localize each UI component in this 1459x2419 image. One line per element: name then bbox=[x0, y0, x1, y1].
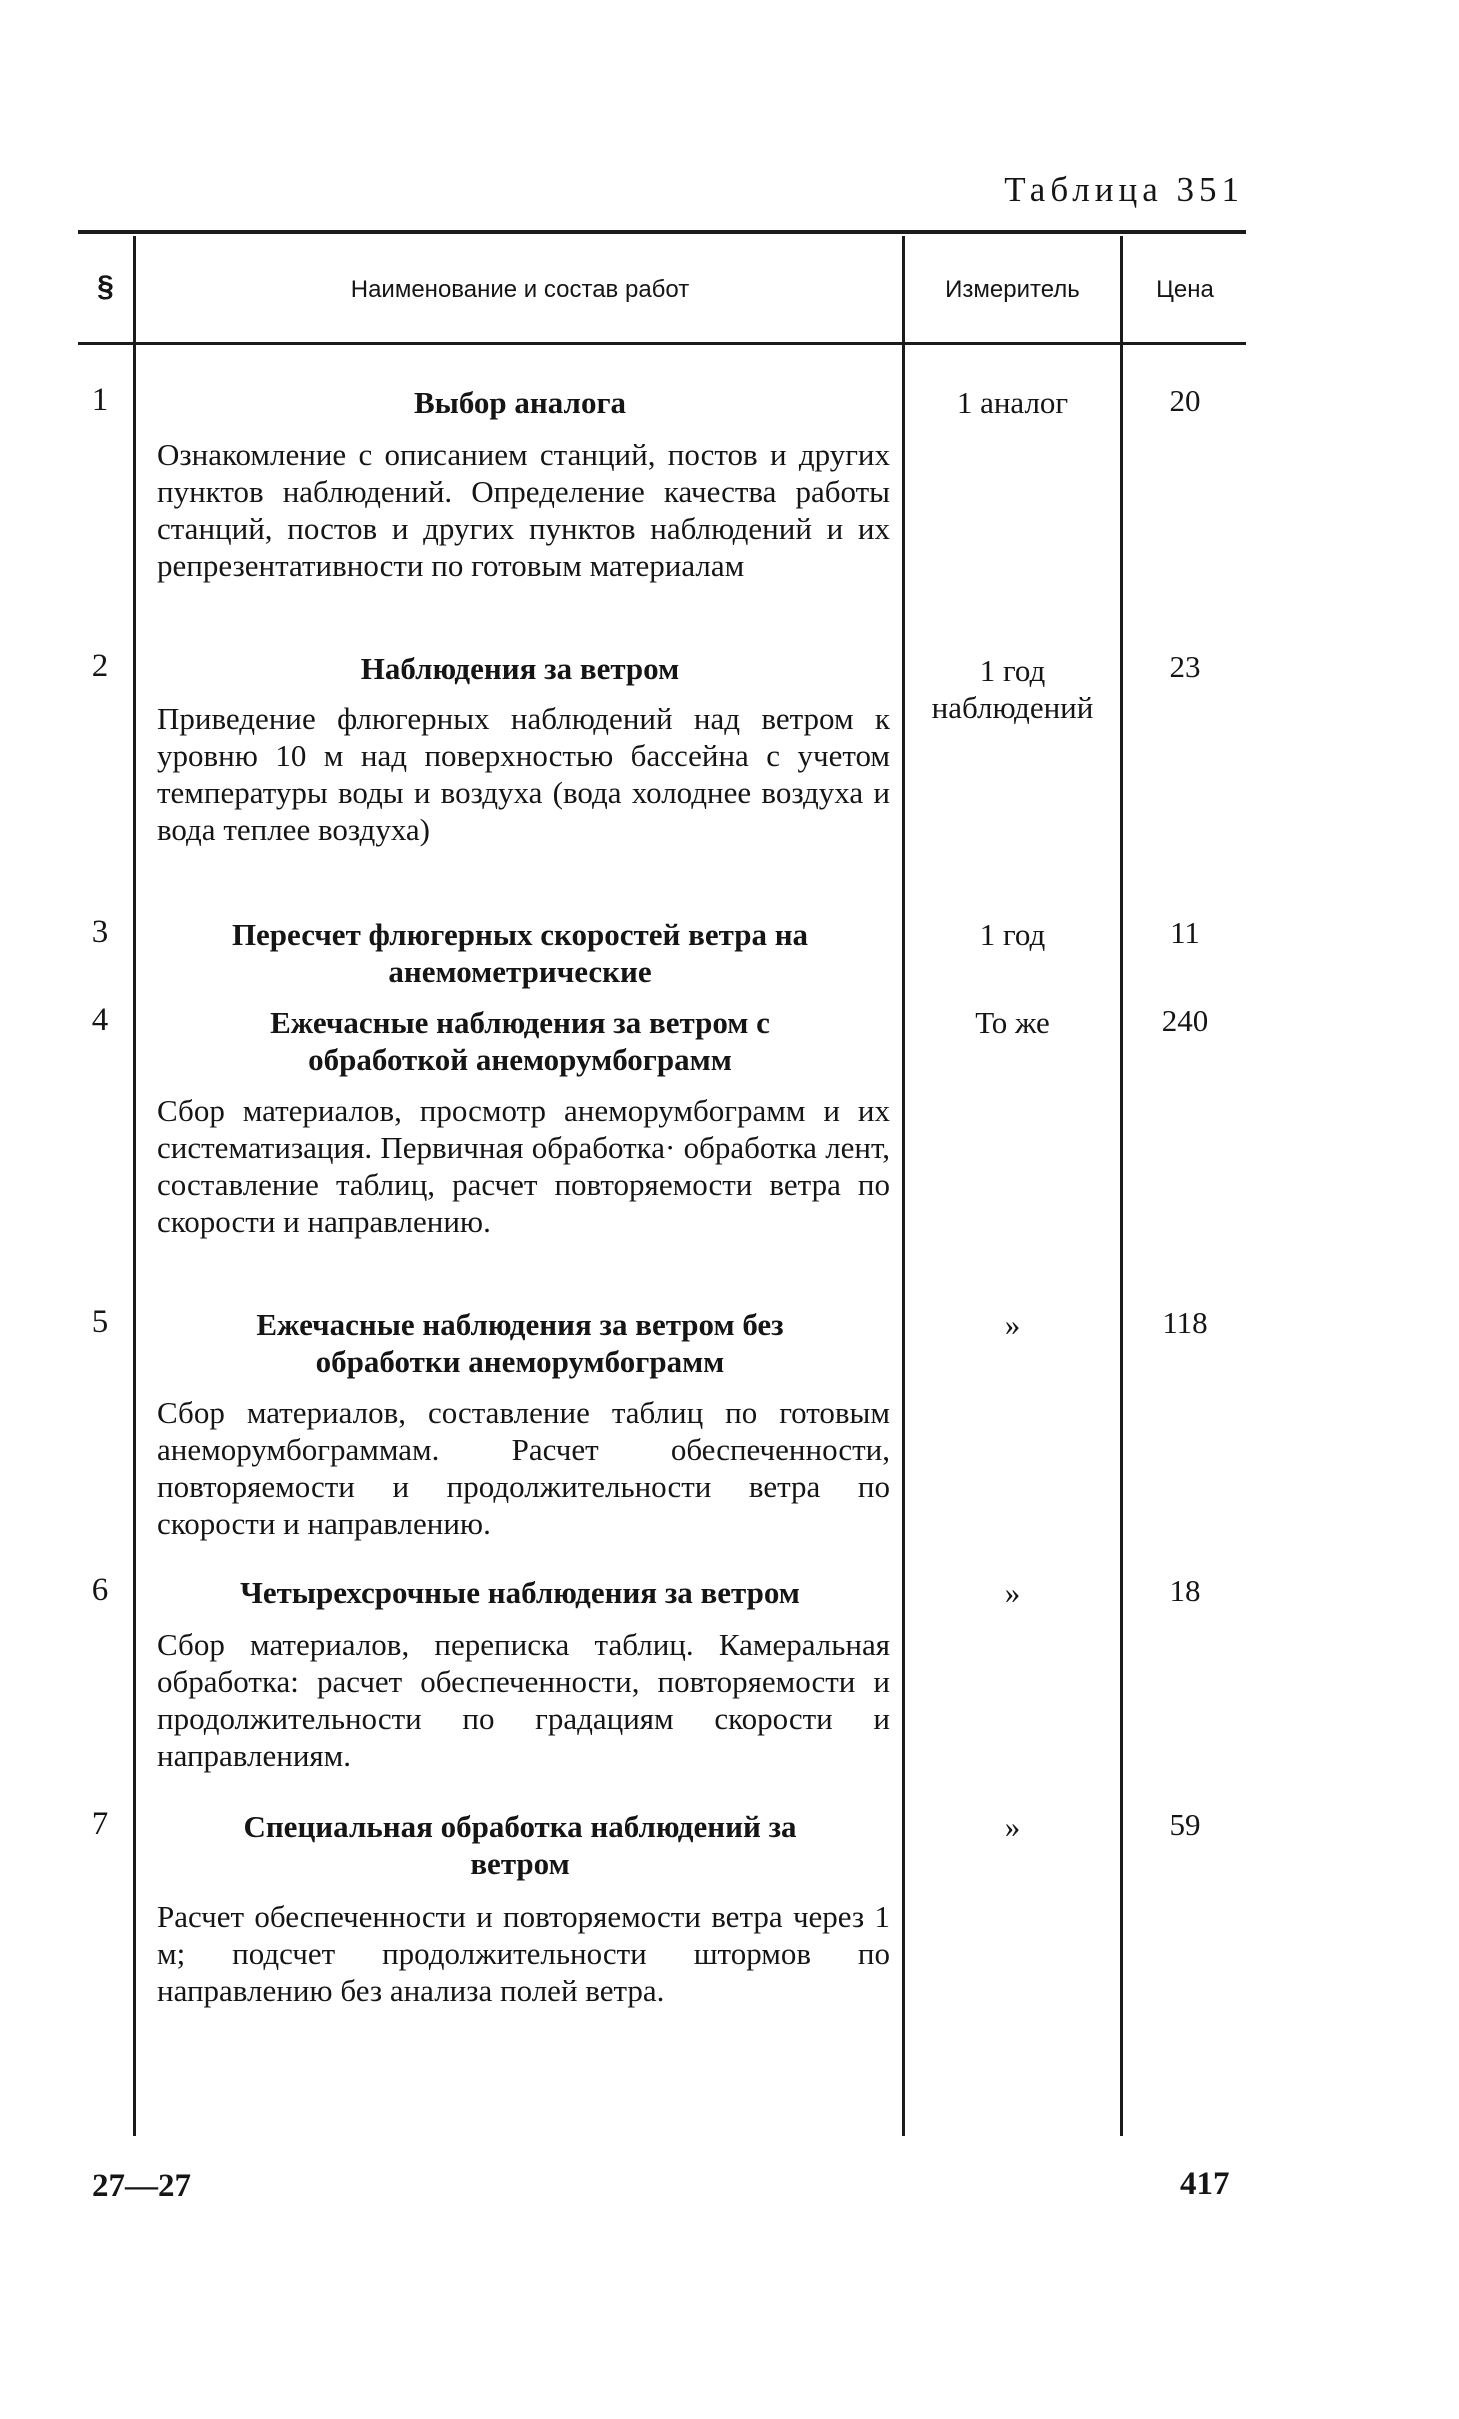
row-number: 6 bbox=[91, 1572, 109, 1608]
row-description: Приведение флюгерных наблюдений над ветром к уровню 10 м над поверхностью бассейна с учетом температуры воды и воздуха (вода холоднее воздуха и вода теплее воздуха) bbox=[157, 701, 890, 847]
row-price: 11 bbox=[1170, 915, 1200, 950]
row-title: Наблюдения за ветром bbox=[360, 651, 680, 686]
row-title: Выбор аналога bbox=[413, 385, 627, 420]
column-divider-2 bbox=[902, 236, 905, 2136]
footer-code: 27—27 bbox=[92, 2168, 191, 2204]
row-number: 7 bbox=[91, 1806, 109, 1842]
row-number: 4 bbox=[91, 1002, 109, 1038]
table-caption: Таблица 351 bbox=[1004, 170, 1244, 209]
row-number: 3 bbox=[91, 914, 109, 950]
row-unit: 1 год наблюдений bbox=[931, 653, 1094, 725]
row-unit: » bbox=[1004, 1809, 1021, 1844]
row-description: Сбор материалов, составление таблиц по готовым анеморумбограммам. Расчет обеспеченности, повторяемости и продолжительности ветра по скорости и направлению. bbox=[157, 1395, 890, 1541]
header-price: Цена bbox=[1156, 276, 1214, 303]
row-title: Ежечасные наблюдения за ветром с обработкой анеморумбограмм bbox=[270, 1005, 770, 1077]
row-number: 5 bbox=[91, 1304, 109, 1340]
row-description: Сбор материалов, переписка таблиц. Камеральная обработка: расчет обеспеченности, повторяемости и продолжительности по градациям скорости и направлениям. bbox=[157, 1627, 890, 1773]
row-price: 23 bbox=[1169, 649, 1201, 684]
row-description: Расчет обеспеченности и повторяемости ветра через 1 м; подсчет продолжительности штормов по направлению без анализа полей ветра. bbox=[157, 1899, 890, 2008]
row-title: Ежечасные наблюдения за ветром без обработки анеморумбограмм bbox=[256, 1307, 784, 1379]
row-unit: » bbox=[1004, 1307, 1021, 1342]
row-price: 118 bbox=[1162, 1305, 1208, 1340]
column-divider-3 bbox=[1120, 236, 1123, 2136]
row-number: 2 bbox=[91, 648, 109, 684]
row-title: Специальная обработка наблюдений за ветром bbox=[243, 1809, 797, 1881]
row-title: Четырехсрочные наблюдения за ветром bbox=[240, 1575, 800, 1610]
row-title: Пересчет флюгерных скоростей ветра на анемометрические bbox=[231, 917, 809, 989]
row-description: Сбор материалов, просмотр анеморумбограмм и их систематизация. Первичная обработка· обработка лент, составление таблиц, расчет повторяемости ветра по скорости и направлению. bbox=[157, 1093, 890, 1239]
row-number: 1 bbox=[91, 382, 109, 418]
row-price: 20 bbox=[1169, 383, 1201, 418]
header-unit: Измеритель bbox=[945, 276, 1080, 303]
row-unit: 1 год bbox=[979, 917, 1046, 952]
row-price: 59 bbox=[1169, 1807, 1201, 1842]
row-price: 18 bbox=[1169, 1573, 1201, 1608]
row-description: Ознакомление с описанием станций, постов и других пунктов наблюдений. Определение качества работы станций, постов и других пунктов наблюдений и их репрезентативности по готовым материалам bbox=[157, 437, 890, 583]
header-name: Наименование и состав работ bbox=[350, 276, 690, 303]
row-price: 240 bbox=[1161, 1003, 1209, 1038]
row-unit: То же bbox=[975, 1005, 1050, 1040]
table-top-rule bbox=[78, 230, 1246, 234]
row-unit: » bbox=[1004, 1575, 1021, 1610]
header-num: § bbox=[97, 270, 114, 303]
page-number: 417 bbox=[1180, 2166, 1230, 2202]
column-divider-1 bbox=[133, 236, 136, 2136]
row-unit: 1 аналог bbox=[956, 385, 1069, 420]
header-bottom-rule bbox=[78, 342, 1246, 345]
